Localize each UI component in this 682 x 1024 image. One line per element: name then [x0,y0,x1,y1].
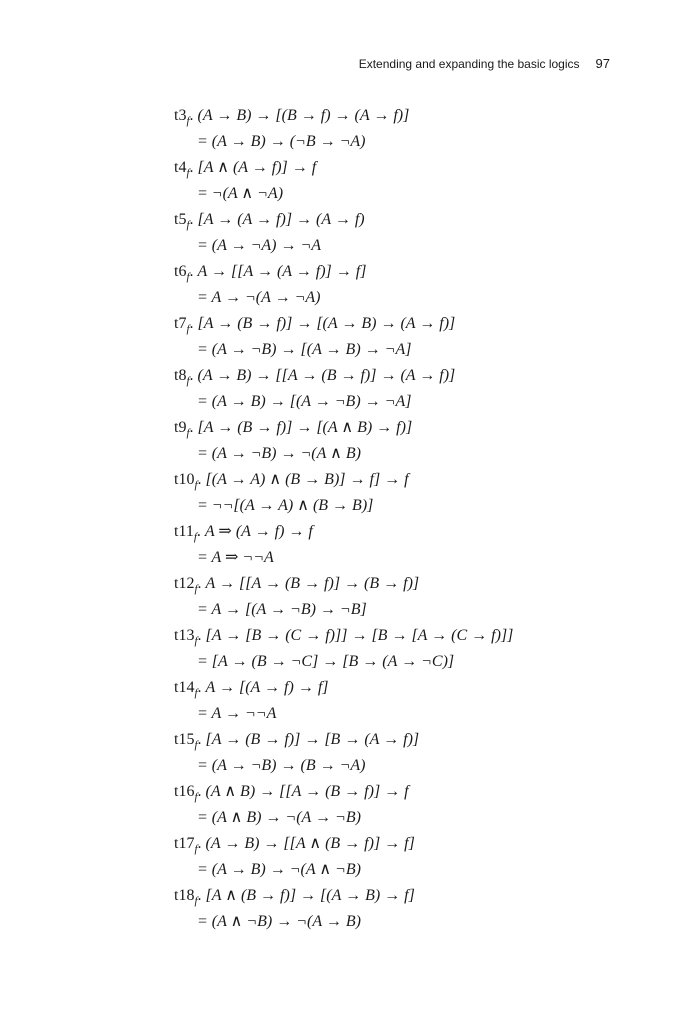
theorem-statement [174,727,662,753]
theorem-label: $t13_f$. [174,627,206,648]
theorem-label: $t12_f$. [174,575,206,596]
equivalent-formula: = (A ∧ ¬B) → ¬(A → B) [197,913,361,930]
theorem-label: $t14_f$. [174,679,206,700]
theorem-label: $t7_f$. [174,315,198,336]
running-head [359,56,610,71]
equivalent-formula: = (A → ¬A) → ¬A [197,237,322,254]
theorem-formula: [A → (A → f)] → (A → f) [197,211,365,228]
theorem-formula: [A → (B → f)] → [(A ∧ B) → f)] [197,419,413,436]
equivalent-formula: = A → [(A → ¬B) → ¬B] [197,601,367,618]
theorem-formula: A ⇒ (A → f) → f [204,523,313,540]
equivalent-formula: = (A → ¬B) → [(A → B) → ¬A] [197,341,412,358]
theorem-label: $t11_f$. [174,523,205,544]
theorem-statement [174,415,662,441]
page-number: 97 [595,56,610,71]
theorem-formula: A → [[A → (A → f)] → f] [197,263,367,280]
equivalent-formula: = A → ¬¬A [197,705,277,722]
equivalent-formula: = (A → ¬B) → ¬(A ∧ B) [197,445,361,462]
theorem-formula: (A ∧ B) → [[A → (B → f)] → f [205,783,409,800]
equivalent-formula: = A → ¬(A → ¬A) [197,289,321,306]
equivalent-formula: = (A ∧ B) → ¬(A → ¬B) [197,809,361,826]
theorem-formula: A → [[A → (B → f)] → (B → f)] [205,575,420,592]
equivalent-formula: = A ⇒ ¬¬A [197,549,274,566]
theorem-formula: A → [(A → f) → f] [205,679,329,696]
theorem-formula: (A → B) → [[A → (B → f)] → (A → f)] [197,367,456,384]
theorem-label: $t4_f$. [174,159,198,180]
theorem-label: $t16_f$. [174,783,206,804]
theorem-label: $t18_f$. [174,887,206,908]
theorem-formula: (A → B) → [(B → f) → (A → f)] [197,107,410,124]
equivalent-formula: = ¬¬[(A → A) ∧ (B → B)] [197,497,374,514]
theorem-label: $t3_f$. [174,107,198,128]
theorem-statement [174,311,662,337]
theorem-formula: [A → (B → f)] → [(A → B) → (A → f)] [197,315,456,332]
equivalent-formula: = ¬(A ∧ ¬A) [197,185,284,202]
theorem-formula: [A → (B → f)] → [B → (A → f)] [205,731,420,748]
theorem-formula: [A → [B → (C → f)]] → [B → [A → (C → f)]] [205,627,514,644]
theorem-statement [174,155,662,181]
theorem-statement [174,779,662,805]
theorem-formula: [A ∧ (A → f)] → f [197,159,317,176]
theorem-label: $t17_f$. [174,835,206,856]
theorem-statement [174,831,662,857]
equivalent-formula: = (A → B) → [(A → ¬B) → ¬A] [197,393,412,410]
theorem-statement [174,623,662,649]
theorem-label: $t8_f$. [174,367,198,388]
equivalent-formula: = [A → (B → ¬C] → [B → (A → ¬C)] [197,653,455,670]
theorem-statement [174,259,662,285]
equivalent-formula: = (A → B) → ¬(A ∧ ¬B) [197,861,361,878]
theorem-statement [174,103,662,129]
equivalent-formula: = (A → B) → (¬B → ¬A) [197,133,366,150]
equivalent-formula: = (A → ¬B) → (B → ¬A) [197,757,366,774]
theorem-label: $t10_f$. [174,471,206,492]
theorem-statement [174,207,662,233]
running-title: Extending and expanding the basic logics [358,57,580,71]
theorem-statement [174,675,662,701]
theorem-formula: [(A → A) ∧ (B → B)] → f] → f [205,471,409,488]
theorem-label: $t5_f$. [174,211,198,232]
theorem-statement [174,571,662,597]
theorem-statement [174,519,662,545]
theorem-statement [174,363,662,389]
theorem-label: $t15_f$. [174,731,206,752]
theorem-formula: (A → B) → [[A ∧ (B → f)] → f] [205,835,415,852]
theorem-formula: [A ∧ (B → f)] → [(A → B) → f] [205,887,415,904]
theorem-statement [174,883,662,909]
theorem-label: $t9_f$. [174,419,198,440]
theorem-label: $t6_f$. [174,263,198,284]
theorem-statement [174,467,662,493]
formula-list [174,103,662,935]
